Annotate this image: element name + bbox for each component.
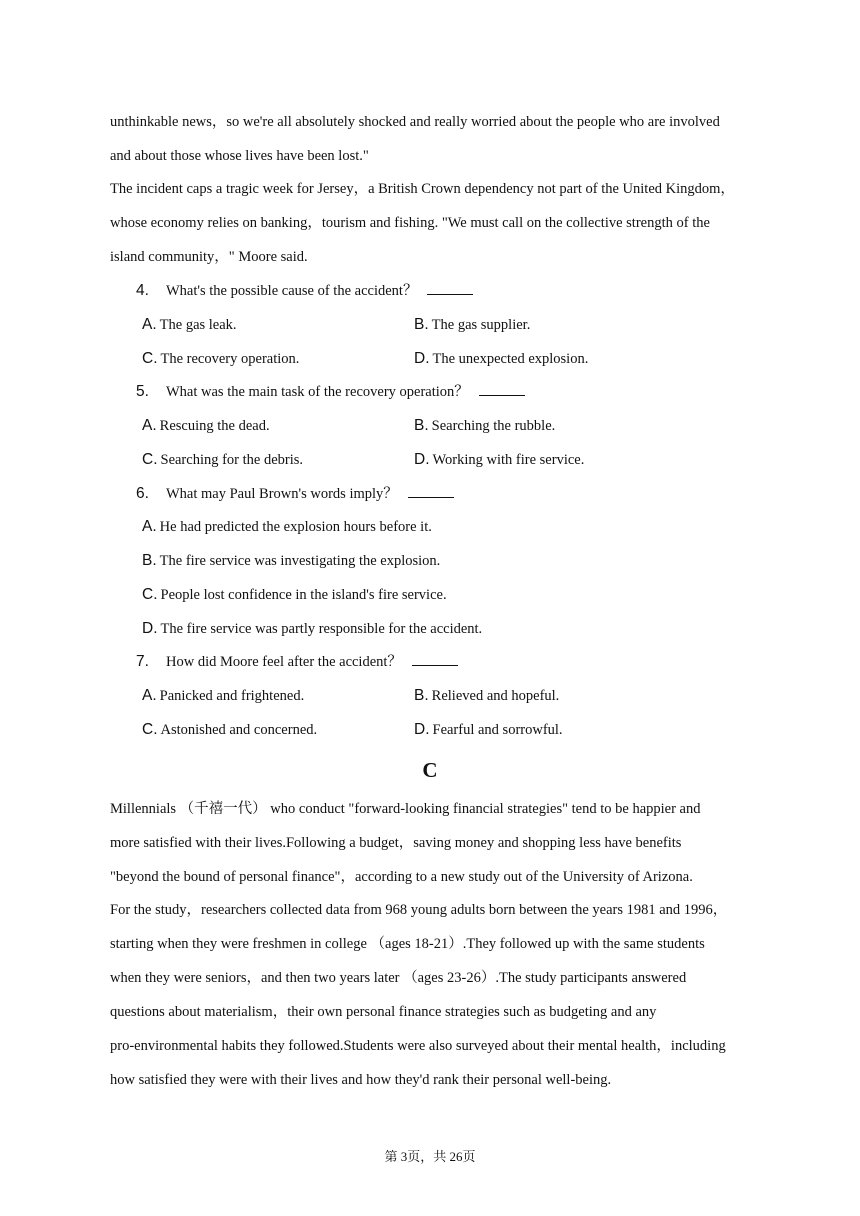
question-5 [136, 382, 525, 402]
option-7c: C. Astonished and concerned. [142, 721, 318, 738]
passage-line: when they were seniors，and then two years later （ages 23-26）.The study participants answered [110, 970, 687, 986]
answer-blank [412, 653, 458, 666]
option-6a: A. He had predicted the explosion hours before it. [142, 518, 432, 535]
passage-line: Millennials （千禧一代） who conduct "forward-looking financial strategies" tend to be happier and [110, 801, 701, 817]
page-footer: 第 3页，共 26页 [384, 1149, 476, 1164]
option-4a: A. The gas leak. [142, 316, 237, 333]
passage-line: island community，" Moore said. [110, 249, 308, 265]
answer-blank [408, 485, 454, 498]
passage-line: questions about materialism，their own personal finance strategies such as budgeting and any [110, 1004, 657, 1020]
question-number: 6. [136, 485, 149, 502]
question-7 [136, 652, 458, 672]
option-5c: C. Searching for the debris. [142, 451, 304, 468]
passage-line: For the study，researchers collected data from 968 young adults born between the years 1981 and 1996， [110, 902, 728, 918]
answer-blank [427, 282, 473, 295]
question-text: How did Moore feel after the accident？ [166, 654, 402, 670]
passage-line: starting when they were freshmen in college （ages 18-21）.They followed up with the same students [110, 936, 705, 952]
question-number: 4. [136, 282, 149, 299]
option-6c: C. People lost confidence in the island's fire service. [142, 586, 447, 603]
question-number: 7. [136, 653, 149, 670]
passage-line: unthinkable news，so we're all absolutely shocked and really worried about the people who are involved [110, 114, 720, 130]
passage-line: The incident caps a tragic week for Jersey，a British Crown dependency not part of the United Kingdom， [110, 181, 735, 197]
passage-line: and about those whose lives have been lost." [110, 148, 369, 164]
option-5a: A. Rescuing the dead. [142, 417, 270, 434]
option-4c: C. The recovery operation. [142, 350, 300, 367]
question-text: What's the possible cause of the accident？ [166, 283, 418, 299]
passage-line: whose economy relies on banking，tourism and fishing. "We must call on the collective strength of the [110, 215, 710, 231]
option-5d: D. Working with fire service. [414, 451, 585, 468]
question-text: What may Paul Brown's words imply？ [166, 486, 398, 502]
option-7b: B. Relieved and hopeful. [414, 687, 560, 704]
question-4 [136, 281, 473, 301]
option-6d: D. The fire service was partly responsible for the accident. [142, 620, 483, 637]
option-4d: D. The unexpected explosion. [414, 350, 589, 367]
passage-line: more satisfied with their lives.Following a budget，saving money and shopping less have benefits [110, 835, 682, 851]
section-heading: C [422, 758, 438, 782]
question-text: What was the main task of the recovery operation？ [166, 384, 469, 400]
answer-blank [479, 383, 525, 396]
option-5b: B. Searching the rubble. [414, 417, 556, 434]
question-number: 5. [136, 383, 149, 400]
passage-line: "beyond the bound of personal finance"，according to a new study out of the University of Arizona. [110, 869, 693, 885]
option-7d: D. Fearful and sorrowful. [414, 721, 563, 738]
option-4b: B. The gas supplier. [414, 316, 531, 333]
option-6b: B. The fire service was investigating the explosion. [142, 552, 441, 569]
option-7a: A. Panicked and frightened. [142, 687, 305, 704]
passage-line: pro-environmental habits they followed.Students were also surveyed about their mental health，including [110, 1038, 726, 1054]
passage-line: how satisfied they were with their lives and how they'd rank their personal well-being. [110, 1072, 612, 1088]
question-6 [136, 484, 454, 504]
